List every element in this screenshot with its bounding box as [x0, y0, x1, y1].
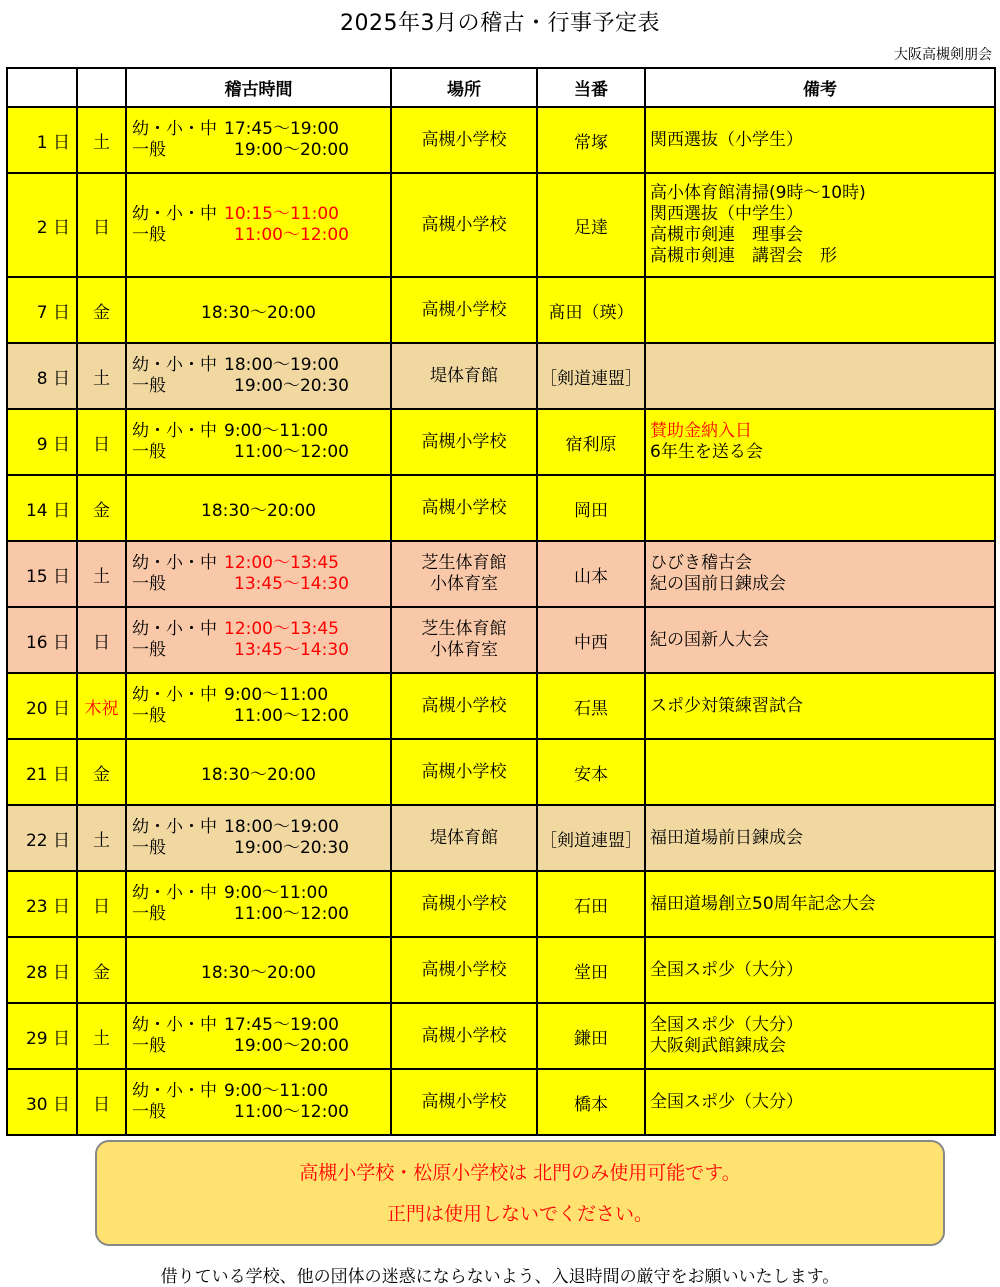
duty-cell: ［剣道連盟］ [537, 805, 645, 871]
day-cell [7, 673, 77, 739]
day-cell [7, 409, 77, 475]
notes-cell [645, 541, 995, 607]
note-line: 関西選抜（中学生） [650, 204, 803, 224]
kids-time: 10:15〜11:00 [224, 204, 339, 224]
place-line: 高槻小学校 [421, 299, 507, 320]
category-kids: 幼・小・中 [132, 619, 217, 639]
place-line: 小体育室 [430, 574, 498, 594]
duty-cell: 山本 [537, 541, 645, 607]
day-suffix: 日 [53, 500, 70, 521]
header-weekday [77, 68, 126, 107]
weekday-cell: 土 [77, 805, 126, 871]
place-cell [391, 607, 537, 673]
notes-cell [645, 475, 995, 541]
weekday-cell: 日 [77, 871, 126, 937]
duty-cell: 安本 [537, 739, 645, 805]
category-general: 一般 [132, 1036, 166, 1056]
general-time: 11:00〜12:00 [234, 904, 349, 924]
header-place: 場所 [391, 68, 537, 107]
category-kids: 幼・小・中 [132, 421, 217, 441]
duty-cell: ［剣道連盟］ [537, 343, 645, 409]
place-cell [391, 541, 537, 607]
day-number: 23 [25, 896, 48, 917]
category-general: 一般 [132, 706, 166, 726]
weekday-cell: 日 [77, 1069, 126, 1135]
duty-cell: 常塚 [537, 107, 645, 173]
notes-cell [645, 173, 995, 277]
place-line: 堤体育館 [430, 365, 498, 386]
notes-cell [645, 607, 995, 673]
note-line: 関西選抜（小学生） [650, 129, 803, 150]
place-cell [391, 409, 537, 475]
kids-time: 12:00〜13:45 [224, 619, 339, 639]
general-time: 11:00〜12:00 [234, 1102, 349, 1122]
place-cell [391, 277, 537, 343]
place-cell [391, 805, 537, 871]
day-suffix: 日 [53, 830, 70, 851]
day-cell [7, 107, 77, 173]
organization-name: 大阪高槻剣朋会 [894, 47, 992, 63]
place-line: 高槻小学校 [421, 214, 507, 235]
place-line: 高槻小学校 [421, 1025, 507, 1046]
table-row [7, 173, 995, 277]
note-line: 賛助金納入日 [650, 421, 752, 441]
day-number: 1 [36, 132, 48, 153]
place-line: 高槻小学校 [421, 761, 507, 782]
day-suffix: 日 [53, 962, 70, 983]
day-cell [7, 277, 77, 343]
day-cell [7, 1003, 77, 1069]
place-cell [391, 937, 537, 1003]
notes-cell [645, 409, 995, 475]
category-general: 一般 [132, 838, 166, 858]
day-cell [7, 475, 77, 541]
note-line: 大阪剣武館錬成会 [650, 1036, 786, 1056]
note-line: 6年生を送る会 [650, 442, 763, 462]
time-cell [126, 739, 391, 805]
day-number: 29 [25, 1028, 48, 1049]
time-cell [126, 107, 391, 173]
note-line: 高槻市剣連 講習会 形 [650, 246, 837, 266]
duty-cell: 石田 [537, 871, 645, 937]
weekday-cell: 土 [77, 107, 126, 173]
time-cell [126, 475, 391, 541]
category-general: 一般 [132, 225, 166, 245]
day-suffix: 日 [53, 632, 70, 653]
day-number: 30 [25, 1094, 48, 1115]
table-row [7, 607, 995, 673]
table-row [7, 937, 995, 1003]
time-cell [126, 673, 391, 739]
weekday-cell: 日 [77, 409, 126, 475]
notice-line-1: 高槻小学校・松原小学校は 北門のみ使用可能です。 [299, 1162, 741, 1184]
table-row [7, 1003, 995, 1069]
duty-cell: 鎌田 [537, 1003, 645, 1069]
time-cell [126, 871, 391, 937]
notes-cell [645, 937, 995, 1003]
day-cell [7, 1069, 77, 1135]
weekday-cell: 日 [77, 607, 126, 673]
kids-time: 18:00〜19:00 [224, 817, 339, 837]
weekday-cell: 土 [77, 1003, 126, 1069]
general-time: 19:00〜20:30 [234, 838, 349, 858]
footer-note: 借りている学校、他の団体の迷惑にならないよう、入退時間の厳守をお願いいたします。 [160, 1267, 840, 1287]
day-cell [7, 871, 77, 937]
category-general: 一般 [132, 574, 166, 594]
category-kids: 幼・小・中 [132, 883, 217, 903]
general-time: 19:00〜20:00 [234, 140, 349, 160]
time-cell [126, 409, 391, 475]
day-number: 22 [25, 830, 48, 851]
kids-time: 17:45〜19:00 [224, 1015, 339, 1035]
place-cell [391, 1069, 537, 1135]
day-suffix: 日 [53, 698, 70, 719]
day-number: 7 [36, 302, 48, 323]
day-cell [7, 607, 77, 673]
kids-time: 9:00〜11:00 [224, 1081, 329, 1101]
duty-cell: 足達 [537, 173, 645, 277]
table-row [7, 871, 995, 937]
time-cell [126, 1003, 391, 1069]
notice-box [95, 1140, 945, 1246]
general-time: 11:00〜12:00 [234, 442, 349, 462]
time-cell [126, 343, 391, 409]
day-suffix: 日 [53, 1094, 70, 1115]
place-line: 芝生体育館 [421, 619, 507, 639]
place-line: 堤体育館 [430, 827, 498, 848]
day-number: 14 [25, 500, 48, 521]
day-number: 15 [25, 566, 48, 587]
category-kids: 幼・小・中 [132, 1081, 217, 1101]
note-line: ひびき稽古会 [650, 553, 752, 573]
day-number: 21 [25, 764, 48, 785]
note-line: 全国スポ少（大分） [650, 959, 803, 980]
day-suffix: 日 [53, 434, 70, 455]
table-row [7, 1069, 995, 1135]
category-general: 一般 [132, 376, 166, 396]
place-cell [391, 871, 537, 937]
notice-line-2: 正門は使用しないでください。 [386, 1203, 653, 1225]
table-row [7, 673, 995, 739]
time-cell [126, 173, 391, 277]
day-suffix: 日 [53, 1028, 70, 1049]
day-number: 9 [36, 434, 48, 455]
day-suffix: 日 [53, 302, 70, 323]
day-suffix: 日 [53, 132, 70, 153]
place-line: 高槻小学校 [421, 893, 507, 914]
category-general: 一般 [132, 640, 166, 660]
place-line: 高槻小学校 [421, 695, 507, 716]
day-cell [7, 739, 77, 805]
page-title: 2025年3月の稽古・行事予定表 [340, 11, 660, 36]
table-row [7, 409, 995, 475]
time-cell [126, 937, 391, 1003]
place-cell [391, 107, 537, 173]
note-line: 福田道場前日錬成会 [650, 827, 803, 848]
weekday-cell: 木祝 [77, 673, 126, 739]
notes-cell [645, 343, 995, 409]
general-time: 11:00〜12:00 [234, 706, 349, 726]
time-cell [126, 541, 391, 607]
kids-time: 18:00〜19:00 [224, 355, 339, 375]
place-line: 小体育室 [430, 640, 498, 660]
day-cell [7, 343, 77, 409]
day-number: 2 [36, 217, 48, 238]
general-time: 19:00〜20:30 [234, 376, 349, 396]
single-time: 18:30〜20:00 [201, 962, 316, 983]
header-date [7, 68, 77, 107]
category-general: 一般 [132, 1102, 166, 1122]
category-kids: 幼・小・中 [132, 119, 217, 139]
duty-cell: 岡田 [537, 475, 645, 541]
day-suffix: 日 [53, 368, 70, 389]
note-line: スポ少対策練習試合 [650, 695, 803, 716]
category-kids: 幼・小・中 [132, 817, 217, 837]
note-line: 紀の国新人大会 [650, 629, 769, 650]
place-cell [391, 739, 537, 805]
category-kids: 幼・小・中 [132, 685, 217, 705]
day-number: 28 [25, 962, 48, 983]
duty-cell: 石黒 [537, 673, 645, 739]
day-cell [7, 173, 77, 277]
day-suffix: 日 [53, 896, 70, 917]
notes-cell [645, 805, 995, 871]
note-line: 全国スポ少（大分） [650, 1091, 803, 1112]
place-line: 高槻小学校 [421, 129, 507, 150]
notes-cell [645, 673, 995, 739]
schedule-table [6, 67, 996, 1136]
duty-cell: 宿利原 [537, 409, 645, 475]
category-kids: 幼・小・中 [132, 355, 217, 375]
place-line: 高槻小学校 [421, 431, 507, 452]
single-time: 18:30〜20:00 [201, 500, 316, 521]
day-suffix: 日 [53, 566, 70, 587]
place-cell [391, 1003, 537, 1069]
general-time: 13:45〜14:30 [234, 640, 349, 660]
general-time: 11:00〜12:00 [234, 225, 349, 245]
category-general: 一般 [132, 140, 166, 160]
category-kids: 幼・小・中 [132, 553, 217, 573]
weekday-cell: 金 [77, 475, 126, 541]
table-row [7, 277, 995, 343]
schedule-body [7, 107, 995, 1135]
place-line: 芝生体育館 [421, 553, 507, 573]
place-cell [391, 343, 537, 409]
table-row [7, 343, 995, 409]
table-row [7, 107, 995, 173]
place-cell [391, 173, 537, 277]
duty-cell: 中西 [537, 607, 645, 673]
duty-cell: 堂田 [537, 937, 645, 1003]
table-row [7, 739, 995, 805]
kids-time: 17:45〜19:00 [224, 119, 339, 139]
day-number: 16 [25, 632, 48, 653]
header-duty: 当番 [537, 68, 645, 107]
day-cell [7, 805, 77, 871]
note-line: 全国スポ少（大分） [650, 1015, 803, 1035]
duty-cell: 髙田（瑛） [537, 277, 645, 343]
kids-time: 9:00〜11:00 [224, 883, 329, 903]
category-general: 一般 [132, 904, 166, 924]
header-notes: 備考 [645, 68, 995, 107]
notes-cell [645, 1003, 995, 1069]
time-cell [126, 1069, 391, 1135]
header-time: 稽古時間 [126, 68, 391, 107]
category-kids: 幼・小・中 [132, 204, 217, 224]
general-time: 19:00〜20:00 [234, 1036, 349, 1056]
time-cell [126, 607, 391, 673]
notes-cell [645, 277, 995, 343]
note-line: 高小体育館清掃(9時〜10時) [650, 183, 866, 203]
weekday-cell: 土 [77, 343, 126, 409]
weekday-cell: 金 [77, 277, 126, 343]
weekday-cell: 金 [77, 937, 126, 1003]
day-number: 8 [36, 368, 48, 389]
day-suffix: 日 [53, 764, 70, 785]
place-line: 高槻小学校 [421, 959, 507, 980]
kids-time: 12:00〜13:45 [224, 553, 339, 573]
place-line: 高槻小学校 [421, 1091, 507, 1112]
single-time: 18:30〜20:00 [201, 302, 316, 323]
category-kids: 幼・小・中 [132, 1015, 217, 1035]
notes-cell [645, 871, 995, 937]
general-time: 13:45〜14:30 [234, 574, 349, 594]
category-general: 一般 [132, 442, 166, 462]
notes-cell [645, 739, 995, 805]
place-line: 高槻小学校 [421, 497, 507, 518]
kids-time: 9:00〜11:00 [224, 685, 329, 705]
table-row [7, 475, 995, 541]
place-cell [391, 475, 537, 541]
weekday-cell: 金 [77, 739, 126, 805]
single-time: 18:30〜20:00 [201, 764, 316, 785]
kids-time: 9:00〜11:00 [224, 421, 329, 441]
notes-cell [645, 1069, 995, 1135]
note-line: 福田道場創立50周年記念大会 [650, 893, 876, 914]
table-row [7, 805, 995, 871]
place-cell [391, 673, 537, 739]
day-cell [7, 541, 77, 607]
weekday-cell: 土 [77, 541, 126, 607]
weekday-cell: 日 [77, 173, 126, 277]
time-cell [126, 805, 391, 871]
day-cell [7, 937, 77, 1003]
notes-cell [645, 107, 995, 173]
duty-cell: 橋本 [537, 1069, 645, 1135]
day-number: 20 [25, 698, 48, 719]
note-line: 高槻市剣連 理事会 [650, 225, 803, 245]
table-row [7, 541, 995, 607]
day-suffix: 日 [53, 217, 70, 238]
time-cell [126, 277, 391, 343]
table-header-row [7, 68, 995, 107]
note-line: 紀の国前日錬成会 [650, 574, 786, 594]
